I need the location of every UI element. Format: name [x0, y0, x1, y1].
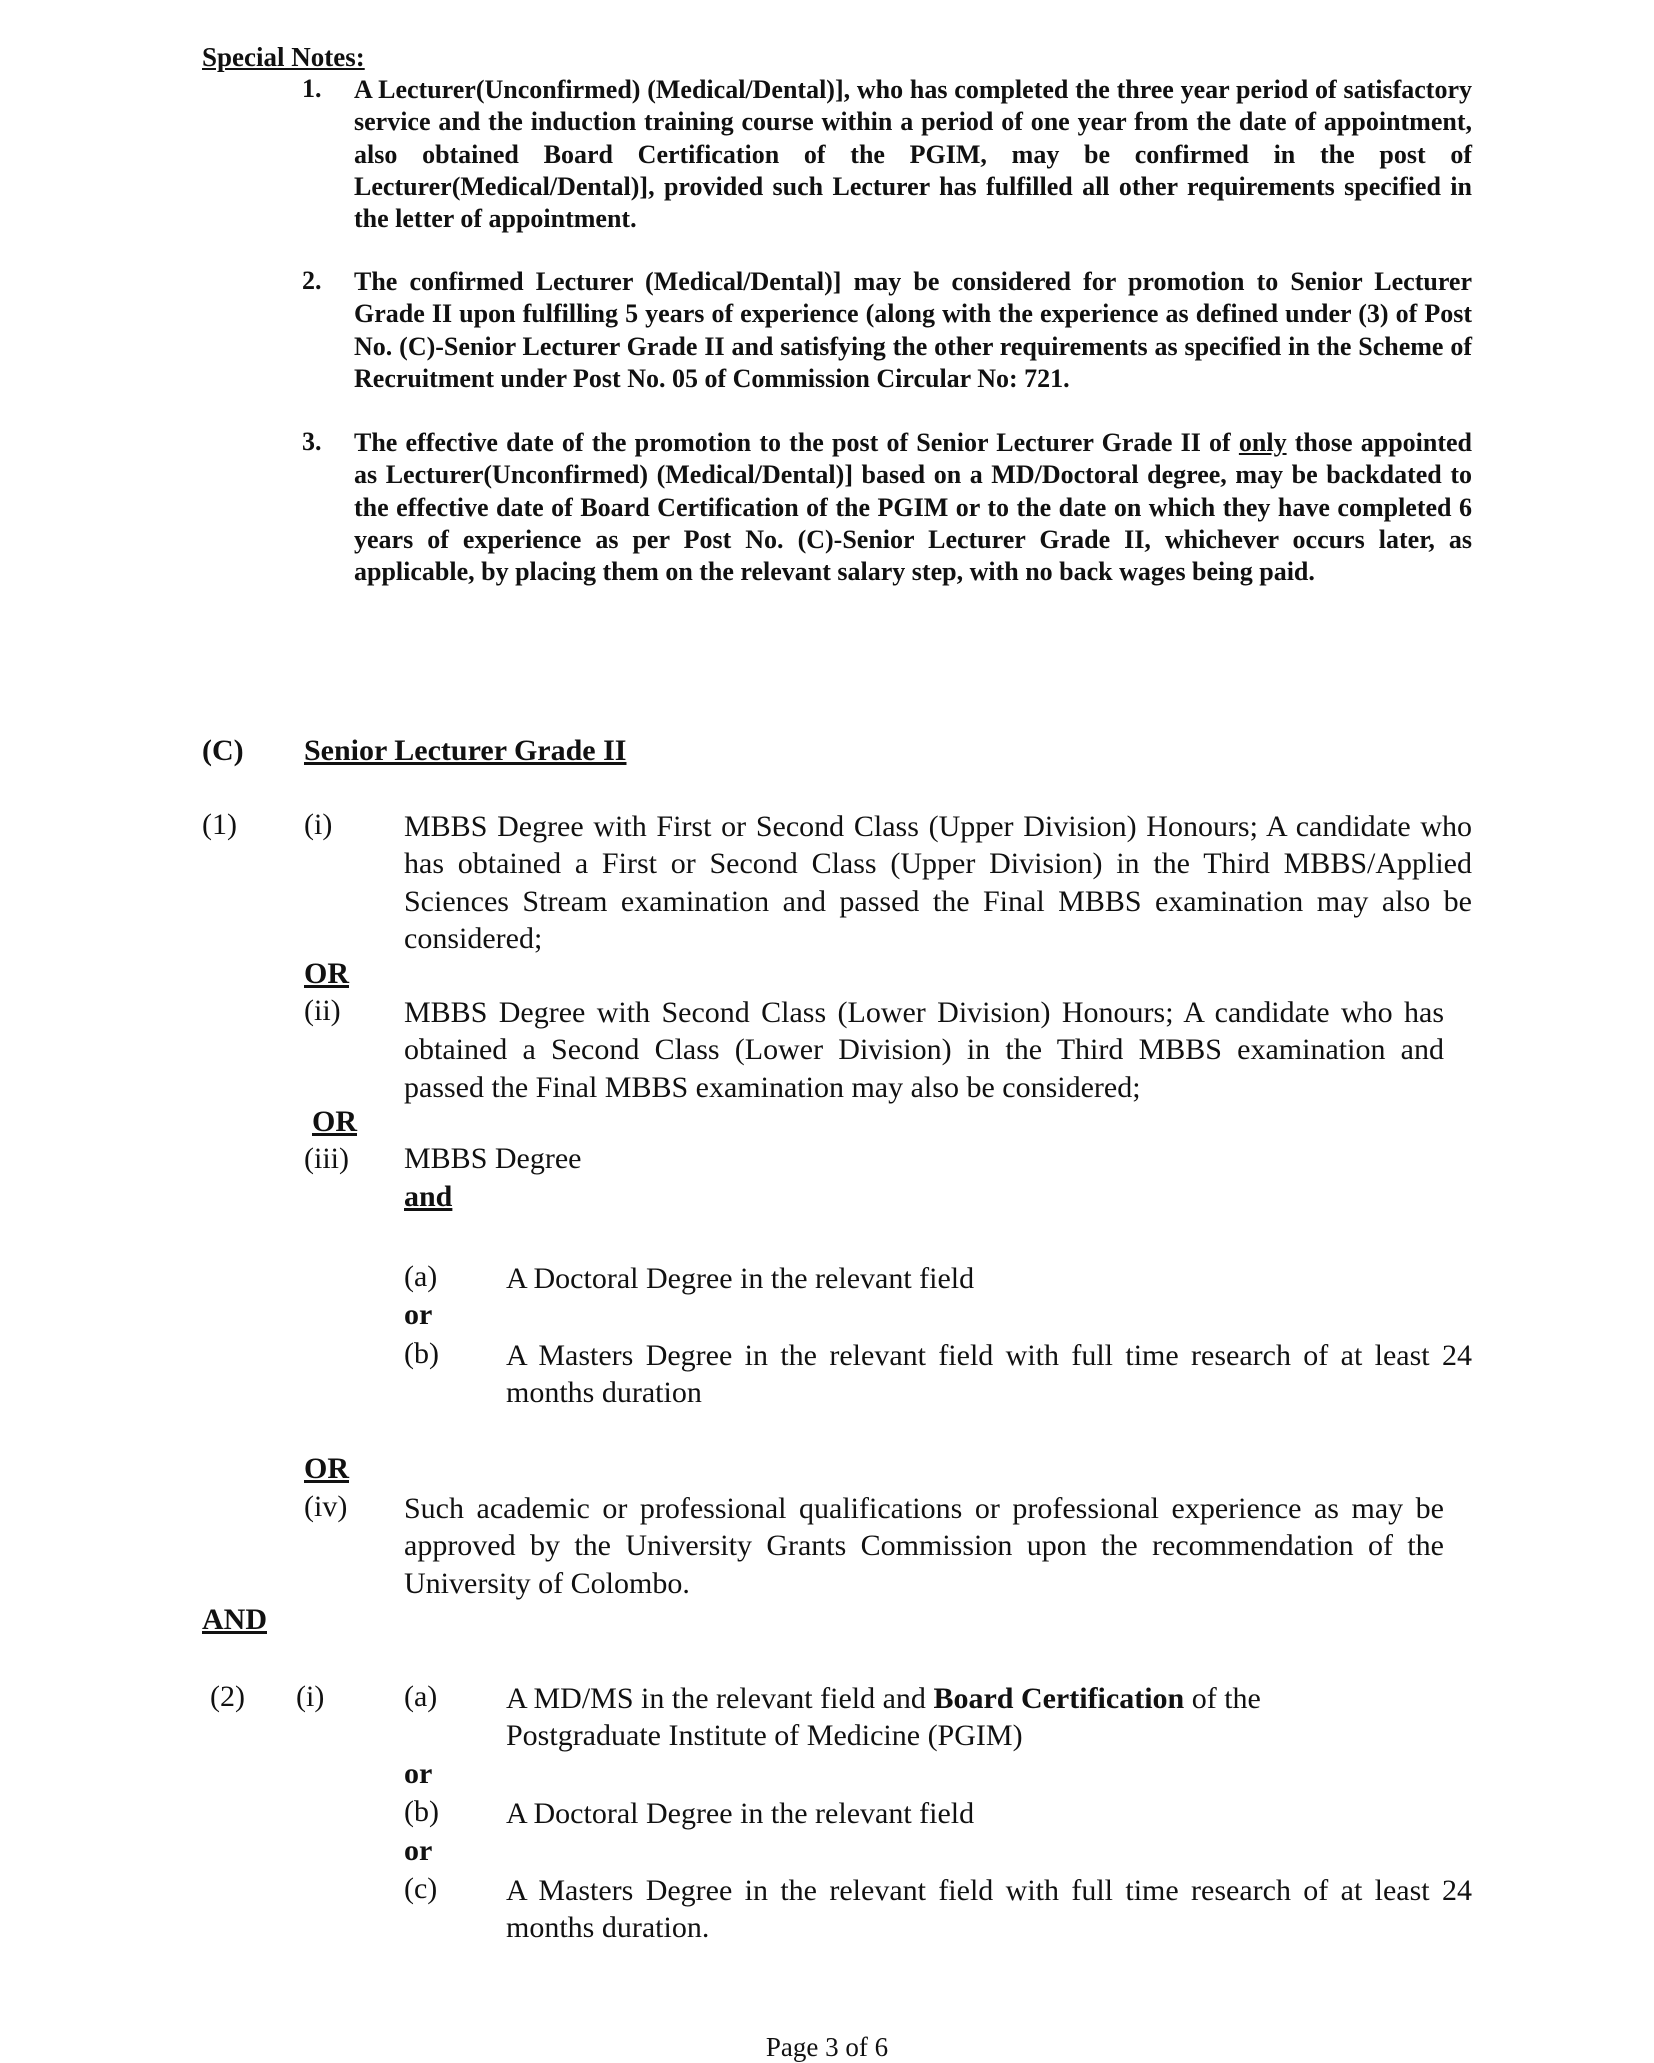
req1-b-text: A Masters Degree in the relevant field with full time research of at least 24 months duration	[506, 1339, 1472, 1410]
req1-iv-label: (iv)	[304, 1490, 348, 1523]
note-3-text-after: those appointed as Lecturer(Unconfirmed) (Medical/Dental)] based on a MD/Doctoral degree, may be backdated to the effective date of Board Certification of the PGIM or to the date on which they have completed 6 years of experience as per Post No. (C)-Senior Lecturer Grade II, whichever occurs later, as applicable, by placing them on the relevant salary step, with no back wages being paid.	[354, 428, 1472, 587]
req2-b-text: A Doctoral Degree in the relevant field	[506, 1797, 975, 1830]
section-c-title: Senior Lecturer Grade II	[304, 734, 627, 767]
and-label: AND	[202, 1603, 267, 1636]
req1-or-1: OR	[304, 957, 349, 990]
page-number: Page 3 of 6	[765, 2032, 889, 2062]
req2-number: (2)	[210, 1680, 245, 1713]
req1-or-2: OR	[312, 1105, 357, 1138]
req1-i-label: (i)	[304, 808, 333, 841]
note-3-number: 3.	[302, 427, 322, 456]
req1-iii-and: and	[404, 1180, 453, 1213]
req2-or-b: or	[404, 1834, 433, 1867]
req1-iii-text: MBBS Degree	[404, 1142, 582, 1175]
req1-a-label: (a)	[404, 1260, 438, 1293]
req2-a-board-certification: Board Certification	[933, 1682, 1185, 1715]
section-c-mark: (C)	[202, 734, 244, 767]
req2-a-text-before: A MD/MS in the relevant field and	[506, 1682, 934, 1715]
req2-i-label: (i)	[296, 1680, 325, 1713]
req2-or-a: or	[404, 1757, 433, 1790]
req1-number: (1)	[202, 808, 237, 841]
note-3-text-before: The effective date of the promotion to the post of Senior Lecturer Grade II of	[354, 428, 1239, 457]
note-3-only-underlined: only	[1238, 428, 1287, 457]
note-1-number: 1.	[302, 74, 322, 103]
note-1-text: A Lecturer(Unconfirmed) (Medical/Dental)], who has completed the three year period of satisfactory service and the induction training course within a period of one year from the date of appointment, also obtained Board Certification of the PGIM, may be confirmed in the post of Lecturer(Medical/Dental)], provided such Lecturer has fulfilled all other requirements specified in the letter of appointment.	[354, 75, 1472, 234]
req2-a-label: (a)	[404, 1680, 438, 1713]
req1-ii-label: (ii)	[304, 994, 341, 1027]
note-3-text	[354, 427, 1472, 588]
req1-a-text: A Doctoral Degree in the relevant field	[506, 1262, 975, 1295]
req2-a-text-after: of the Postgraduate Institute of Medicine (PGIM)	[506, 1682, 1261, 1753]
note-2-number: 2.	[302, 266, 322, 295]
req1-iii-label: (iii)	[304, 1142, 349, 1175]
req1-or-3: OR	[304, 1452, 349, 1485]
req1-b-label: (b)	[404, 1337, 439, 1370]
special-notes-title: Special Notes:	[202, 42, 365, 72]
req2-a-text	[506, 1680, 1366, 1755]
req1-or-small: or	[404, 1298, 433, 1331]
req2-c-text: A Masters Degree in the relevant field with full time research of at least 24 months duration.	[506, 1874, 1472, 1945]
req1-ii-text: MBBS Degree with Second Class (Lower Division) Honours; A candidate who has obtained a Second Class (Lower Division) in the Third MBBS examination and passed the Final MBBS examination may also be considered;	[404, 996, 1444, 1104]
req2-c-label: (c)	[404, 1872, 438, 1905]
req1-iv-text: Such academic or professional qualifications or professional experience as may be approved by the University Grants Commission upon the recommendation of the University of Colombo.	[404, 1492, 1444, 1600]
req2-b-label: (b)	[404, 1795, 439, 1828]
note-2-text: The confirmed Lecturer (Medical/Dental)] may be considered for promotion to Senior Lecturer Grade II upon fulfilling 5 years of experience (along with the experience as defined under (3) of Post No. (C)-Senior Lecturer Grade II and satisfying the other requirements as specified in the Scheme of Recruitment under Post No. 05 of Commission Circular No: 721.	[354, 267, 1472, 393]
req1-i-text: MBBS Degree with First or Second Class (Upper Division) Honours; A candidate who has obtained a First or Second Class (Upper Division) in the Third MBBS/Applied Sciences Stream examination and passed the Final MBBS examination may also be considered;	[404, 810, 1472, 955]
